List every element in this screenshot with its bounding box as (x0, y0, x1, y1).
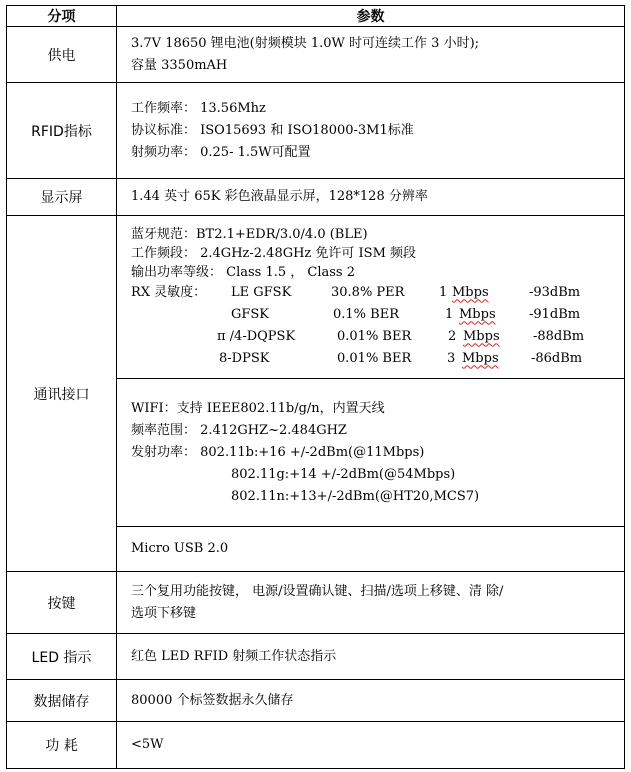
wifi-line-1: WIFI：支持 IEEE802.11b/g/n，内置天线 (131, 400, 385, 416)
sens-dbm: -93dBm (529, 284, 581, 300)
value-led (117, 634, 625, 680)
sens-unit: Mbps (463, 328, 500, 344)
sens-rate: 2 (448, 328, 457, 344)
value-power (117, 27, 625, 83)
sens-rate: 1 (439, 284, 448, 300)
bt-line-1: 蓝牙规范：BT2.1+EDR/3.0/4.0 (BLE) (131, 226, 368, 242)
wifi-line-5: 802.11n:+13+/-2dBm(@HT20,MCS7) (231, 488, 480, 504)
label-keys: 按键 (7, 572, 117, 634)
header-row (7, 6, 625, 27)
sens-dbm: -86dBm (531, 350, 583, 366)
sens-rate: 3 (447, 350, 456, 366)
bt-line-3: 输出功率等级： Class 1.5 ， Class 2 (131, 264, 356, 280)
rx-label: RX 灵敏度： (131, 284, 207, 300)
sensitivity-row (131, 348, 624, 370)
value-wifi (117, 379, 625, 527)
header-category: 分项 (7, 6, 117, 27)
row-display (7, 179, 625, 216)
sensitivity-row (131, 304, 624, 326)
consumption-line: <5W (131, 737, 164, 752)
wifi-line-4: 802.11g:+14 +/-2dBm(@54Mbps) (231, 466, 456, 482)
value-rfid (117, 83, 625, 179)
sens-unit: Mbps (452, 284, 489, 300)
bt-line-2: 工作频段： 2.4GHz-2.48GHz 免许可 ISM 频段 (131, 245, 417, 261)
display-line: 1.44 英寸 65K 彩色液晶显示屏，128*128 分辨率 (131, 189, 428, 204)
row-power (7, 27, 625, 83)
rfid-line-3: 射频功率： 0.25- 1.5W可配置 (131, 144, 311, 160)
row-led (7, 634, 625, 680)
sens-err: 30.8% PER (331, 284, 405, 300)
sens-mod: π /4-DQPSK (217, 328, 296, 344)
sens-unit: Mbps (462, 350, 499, 366)
sensitivity-row (131, 282, 624, 304)
usb-line: Micro USB 2.0 (131, 541, 229, 556)
label-comm: 通讯接口 (7, 216, 117, 572)
sens-dbm: -88dBm (533, 328, 585, 344)
value-bluetooth (117, 216, 625, 379)
row-rfid (7, 83, 625, 179)
label-power: 供电 (7, 27, 117, 83)
sens-unit: Mbps (459, 306, 496, 322)
keys-line-2: 选项下移键 (131, 605, 197, 621)
value-usb (117, 527, 625, 572)
rfid-line-1: 工作频率： 13.56Mhz (131, 100, 266, 116)
wifi-line-3: 发射功率： 802.11b:+16 +/-2dBm(@11Mbps) (131, 444, 425, 460)
row-consumption (7, 722, 625, 769)
sens-err: 0.01% BER (337, 350, 412, 366)
label-consumption: 功 耗 (7, 722, 117, 769)
sensitivity-row (131, 326, 624, 348)
value-storage (117, 680, 625, 722)
label-led: LED 指示 (7, 634, 117, 680)
label-storage: 数据储存 (7, 680, 117, 722)
storage-line: 80000 个标签数据永久储存 (131, 692, 294, 708)
sens-rate: 1 (445, 306, 454, 322)
header-parameters: 参数 (117, 6, 625, 27)
row-storage (7, 680, 625, 722)
value-consumption (117, 722, 625, 769)
sens-mod: LE GFSK (231, 284, 292, 300)
spec-table (6, 5, 625, 769)
rfid-line-2: 协议标准： ISO15693 和 ISO18000-3M1标准 (131, 122, 414, 138)
power-line-1: 3.7V 18650 锂电池(射频模块 1.0W 时可连续工作 3 小时); (131, 35, 480, 51)
sensitivity-block (131, 282, 624, 370)
sens-dbm: -91dBm (529, 306, 581, 322)
sens-mod: GFSK (231, 306, 270, 322)
value-display (117, 179, 625, 216)
sens-mod: 8-DPSK (219, 350, 270, 366)
power-line-2: 容量 3350mAH (131, 57, 228, 73)
keys-line-1: 三个复用功能按键， 电源/设置确认键、扫描/选项上移键、清 除/ (131, 583, 504, 599)
row-comm-bluetooth (7, 216, 625, 379)
label-rfid: RFID指标 (7, 83, 117, 179)
wifi-line-2: 频率范围： 2.412GHZ~2.484GHZ (131, 422, 347, 438)
led-line: 红色 LED RFID 射频工作状态指示 (131, 648, 337, 664)
sens-err: 0.01% BER (337, 328, 412, 344)
label-display: 显示屏 (7, 179, 117, 216)
row-keys (7, 572, 625, 634)
sens-err: 0.1% BER (333, 306, 399, 322)
value-keys (117, 572, 625, 634)
